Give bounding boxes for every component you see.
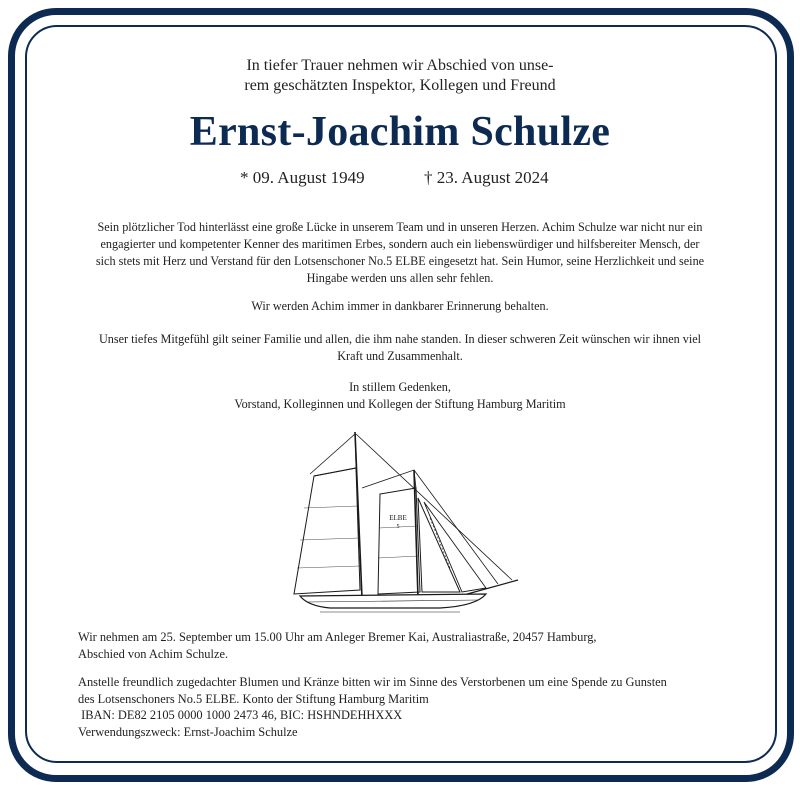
- text-line: Abschied von Achim Schulze.: [78, 646, 229, 661]
- bank-details: IBAN: DE82 2105 0000 1000 2473 46, BIC: HSHNDEHHXXX: [78, 708, 403, 722]
- text-line: Kraft und Zusammenhalt.: [337, 349, 463, 363]
- text-line: Unser tiefes Mitgefühl gilt seiner Familie und allen, die ihm nahe standen. In dieser schweren Zeit wünschen wir ihnen viel: [98, 332, 702, 346]
- signature-block: [72, 379, 728, 413]
- sail-number-label: 5: [396, 524, 400, 530]
- text-line: engagierter und kompetenter Kenner des maritimen Erbes, sondern auch ein liebenswürdiger und hilfsbereiter Mensch, der: [100, 237, 700, 251]
- deceased-name: Ernst-Joachim Schulze: [189, 109, 611, 155]
- sail-name-label: ELBE: [389, 514, 407, 522]
- remembrance-line: Wir werden Achim immer in dankbarer Erinnerung behalten.: [251, 299, 549, 313]
- text-line: Wir nehmen am 25. September um 15.00 Uhr am Anleger Bremer Kai, Australiastraße, 20457 Hamburg,: [78, 630, 597, 644]
- donation-notice: [78, 674, 738, 740]
- text-line: des Lotsenschoners No.5 ELBE. Konto der Stiftung Hamburg Maritim: [78, 691, 429, 706]
- payment-reference: Verwendungszweck: Ernst-Joachim Schulze: [78, 724, 298, 739]
- intro-text: [0, 56, 800, 96]
- schooner-illustration: [290, 428, 520, 614]
- intro-line: In tiefer Trauer nehmen wir Abschied von unse-: [246, 57, 554, 74]
- tribute-paragraph: [72, 219, 728, 287]
- signature-line: Vorstand, Kolleginnen und Kollegen der Stiftung Hamburg Maritim: [234, 397, 566, 411]
- text-line: Sein plötzlicher Tod hinterlässt eine große Lücke in unserem Team und in unseren Herzen. Achim Schulze war nicht nur ein: [97, 220, 703, 234]
- signature-line: In stillem Gedenken,: [349, 380, 451, 394]
- text-line: sich stets mit Herz und Verstand für den Lotsenschoner No.5 ELBE eingesetzt hat. Sein Humor, seine Herzlichkeit und seine: [95, 254, 705, 268]
- text-line: Hingabe werden uns allen sehr fehlen.: [306, 271, 494, 285]
- death-date: † 23. August 2024: [424, 168, 549, 187]
- condolence-paragraph: [72, 331, 728, 365]
- funeral-notice: [78, 629, 738, 662]
- intro-line: rem geschätzten Inspektor, Kollegen und Freund: [244, 77, 556, 94]
- text-line: Anstelle freundlich zugedachter Blumen und Kränze bitten wir im Sinne des Verstorbenen um eine Spende zu Gunsten: [78, 675, 667, 689]
- birth-date: * 09. August 1949: [240, 168, 365, 187]
